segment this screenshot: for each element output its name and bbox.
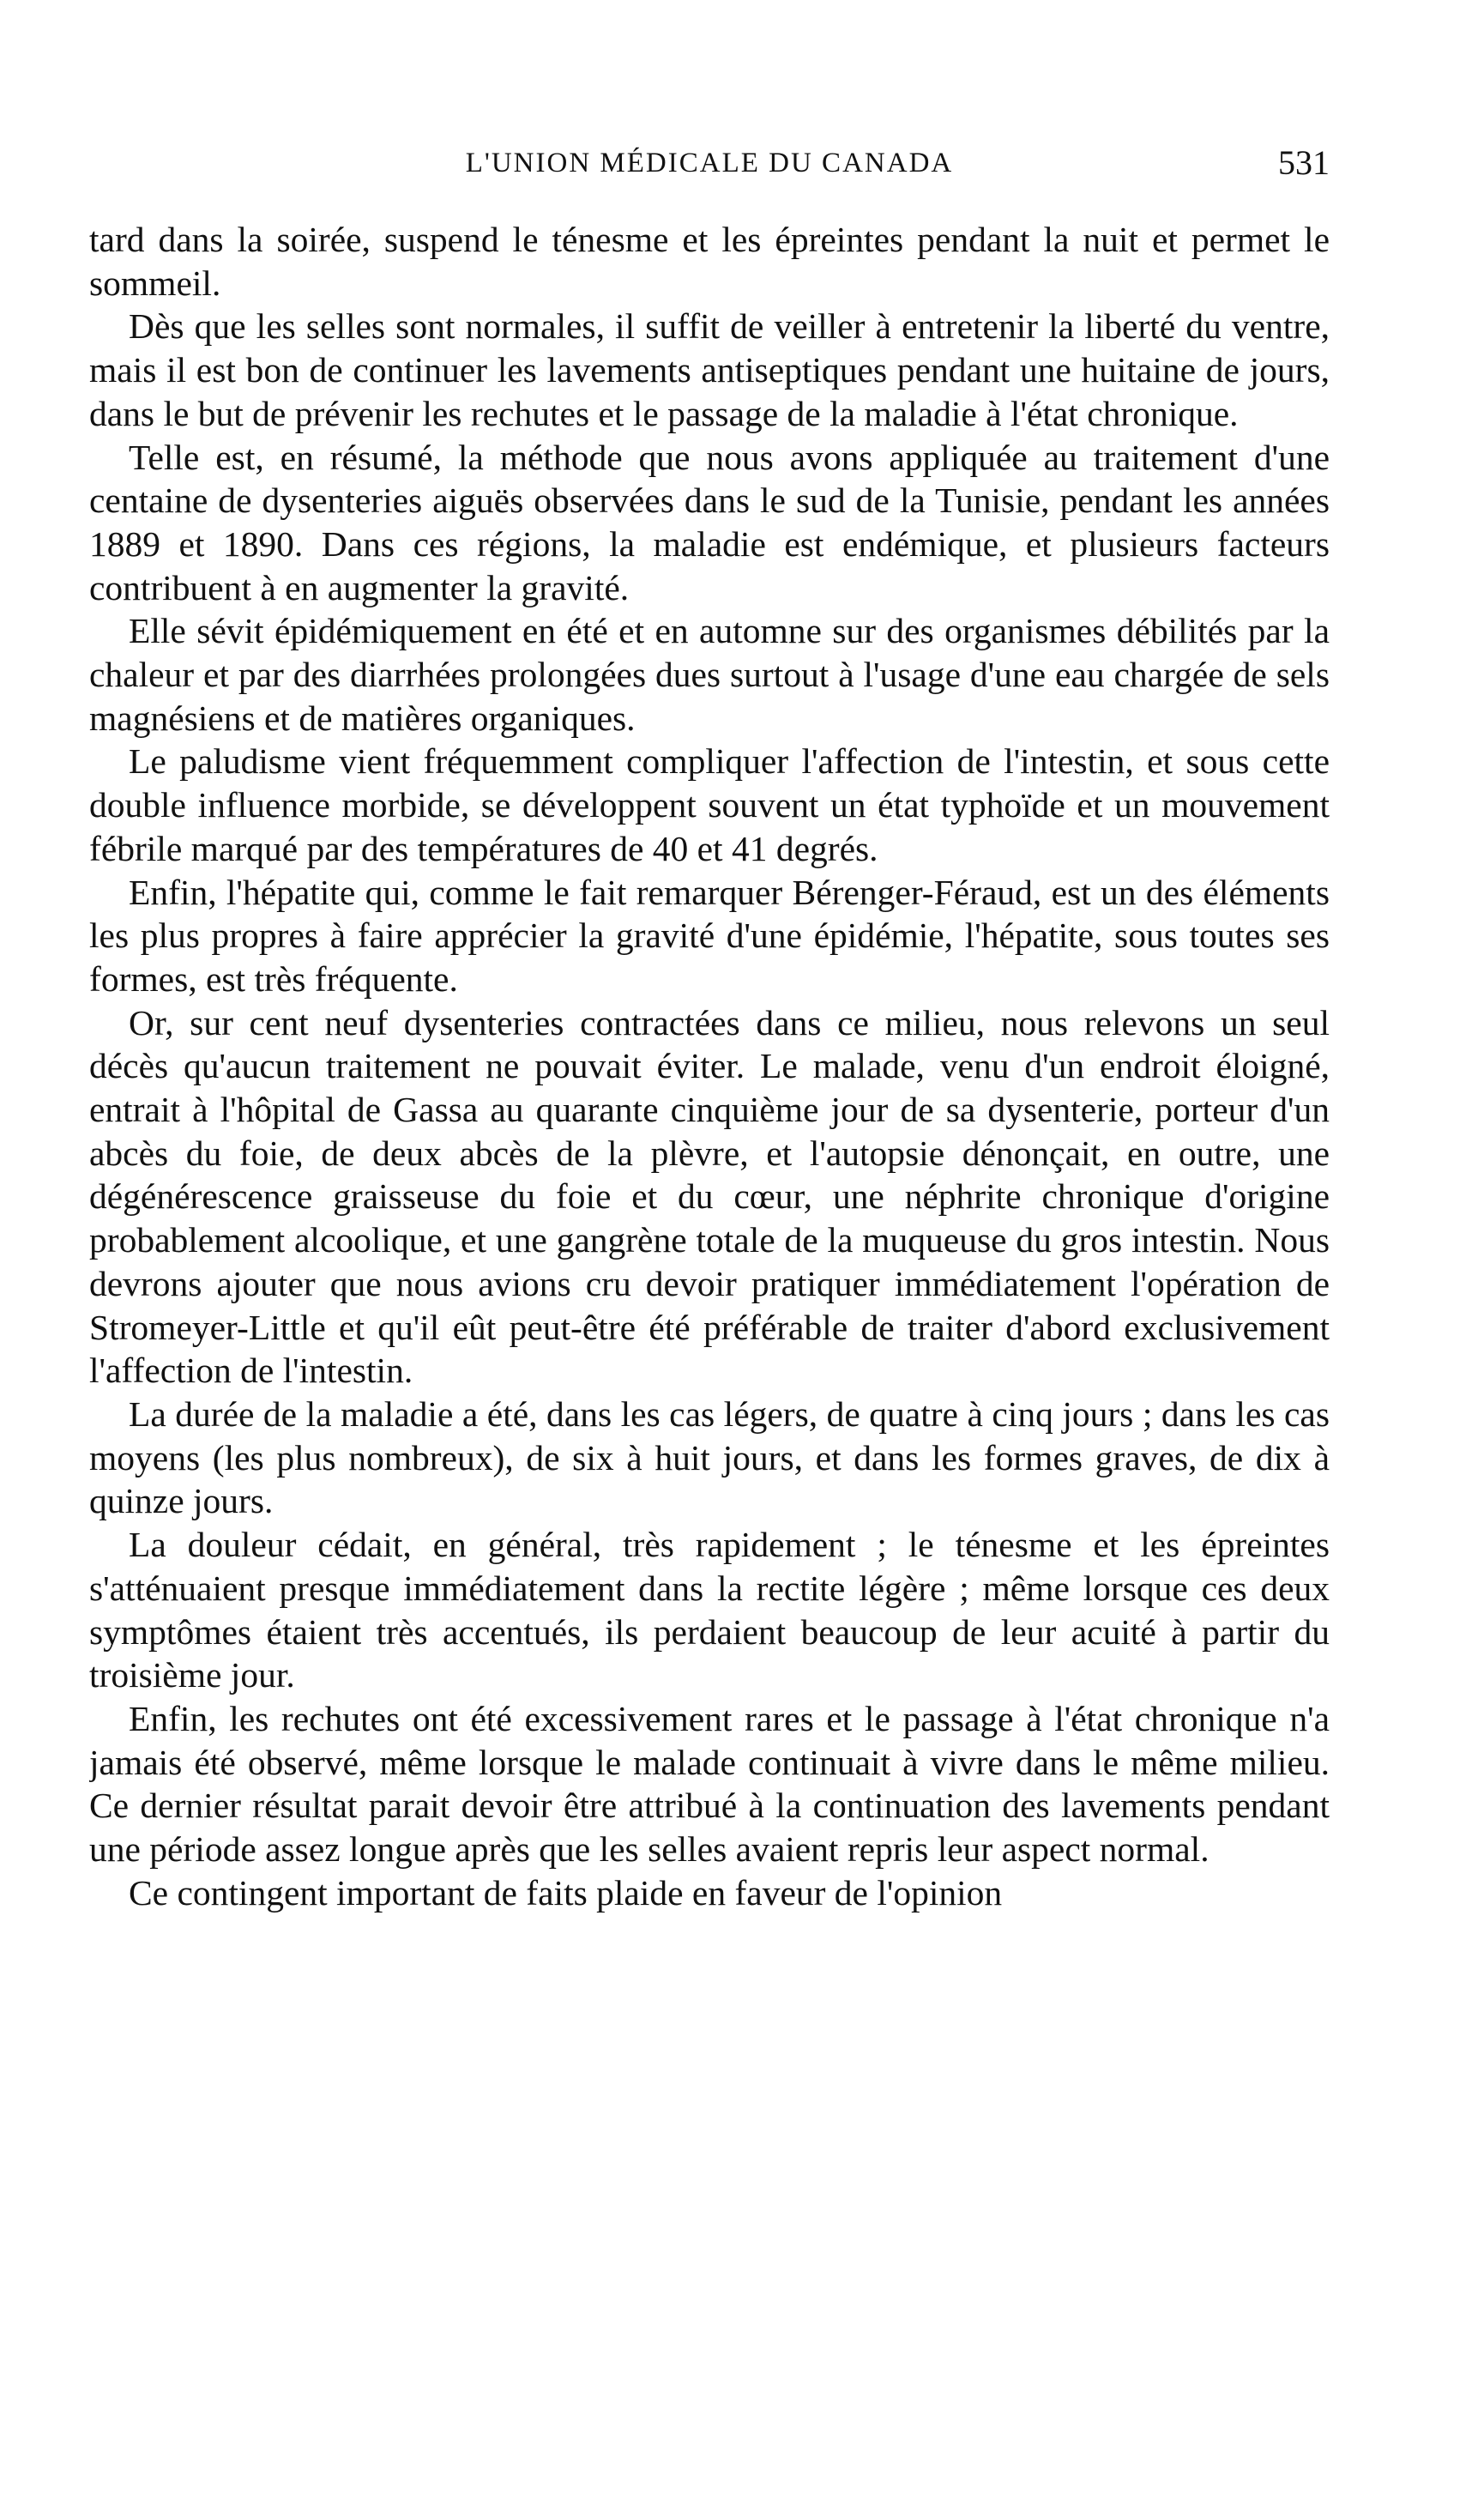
paragraph-2: Dès que les selles sont normales, il suffit de veiller à entretenir la liberté du ventre, mais il est bon de continuer les lavements antiseptiques pendant une huitaine de jours, dans le but de prévenir les rechutes et le passage de la maladie à l'état chronique. bbox=[89, 306, 1330, 433]
paragraph-4: Elle sévit épidémiquement en été et en automne sur des organismes débilités par la chaleur et par des diarrhées prolongées dues surtout à l'usage d'une eau chargée de sels magnésiens et de matières organiques. bbox=[89, 611, 1330, 738]
paragraph-9: La douleur cédait, en général, très rapidement ; le ténesme et les épreintes s'atténuaient presque immédiatement dans la rectite légère ; même lorsque ces deux symptômes étaient très accentués, ils perdaient beaucoup de leur acuité à partir du troisième jour. bbox=[89, 1525, 1330, 1695]
paragraph-8: La durée de la maladie a été, dans les cas légers, de quatre à cinq jours ; dans les cas moyens (les plus nombreux), de six à huit jours, et dans les formes graves, de dix à quinze jours. bbox=[89, 1393, 1330, 1521]
paragraph-7: Or, sur cent neuf dysenteries contractées dans ce milieu, nous relevons un seul décès qu'aucun traitement ne pouvait éviter. Le malade, venu d'un endroit éloigné, entrait à l'hôpital de Gassa au quarante cinquième jour de sa dysenterie, porteur d'un abcès du foie, de deux abcès de la plèvre, et l'autopsie dénonçait, en outre, une dégénérescence graisseuse du foie et du cœur, une néphrite chronique d'origine probablement alcoolique, et une gangrène totale de la muqueuse du gros intestin. Nous devrons ajouter que nous avions cru devoir pratiquer immédiatement l'opération de Stromeyer-Little et qu'il eût peut-être été préférable de traiter d'abord exclusivement l'affection de l'intestin. bbox=[89, 1002, 1330, 1391]
page-number: 531 bbox=[1278, 143, 1330, 182]
paragraph-6: Enfin, l'hépatite qui, comme le fait remarquer Bérenger-Féraud, est un des éléments les plus propres à faire apprécier la gravité d'une épidémie, l'hépatite, sous toutes ses formes, est très fréquente. bbox=[89, 872, 1330, 999]
running-title: L'UNION MÉDICALE DU CANADA bbox=[465, 148, 954, 178]
running-head bbox=[89, 137, 1330, 189]
paragraph-3: Telle est, en résumé, la méthode que nous avons appliquée au traitement d'une centaine de dysenteries aiguës observées dans le sud de la Tunisie, pendant les années 1889 et 1890. Dans ces régions, la maladie est endémique, et plusieurs facteurs contribuent à en augmenter la gravité. bbox=[89, 437, 1330, 607]
paragraph-10: Enfin, les rechutes ont été excessivement rares et le passage à l'état chronique n'a jamais été observé, même lorsque le malade continuait à vivre dans le même milieu. Ce dernier résultat parait devoir être attribué à la continuation des lavements pendant une période assez longue après que les selles avaient repris leur aspect normal. bbox=[89, 1698, 1330, 1870]
body-text bbox=[89, 218, 1330, 2466]
paragraph-11: Ce contingent important de faits plaide en faveur de l'opinion bbox=[129, 1872, 1003, 1913]
paragraph-5: Le paludisme vient fréquemment compliquer l'affection de l'intestin, et sous cette double influence morbide, se développent souvent un état typhoïde et un mouvement fébrile marqué par des températures de 40 et 41 degrés. bbox=[89, 741, 1330, 868]
paragraph-1: tard dans la soirée, suspend le ténesme et les épreintes pendant la nuit et permet le sommeil. bbox=[89, 220, 1330, 303]
